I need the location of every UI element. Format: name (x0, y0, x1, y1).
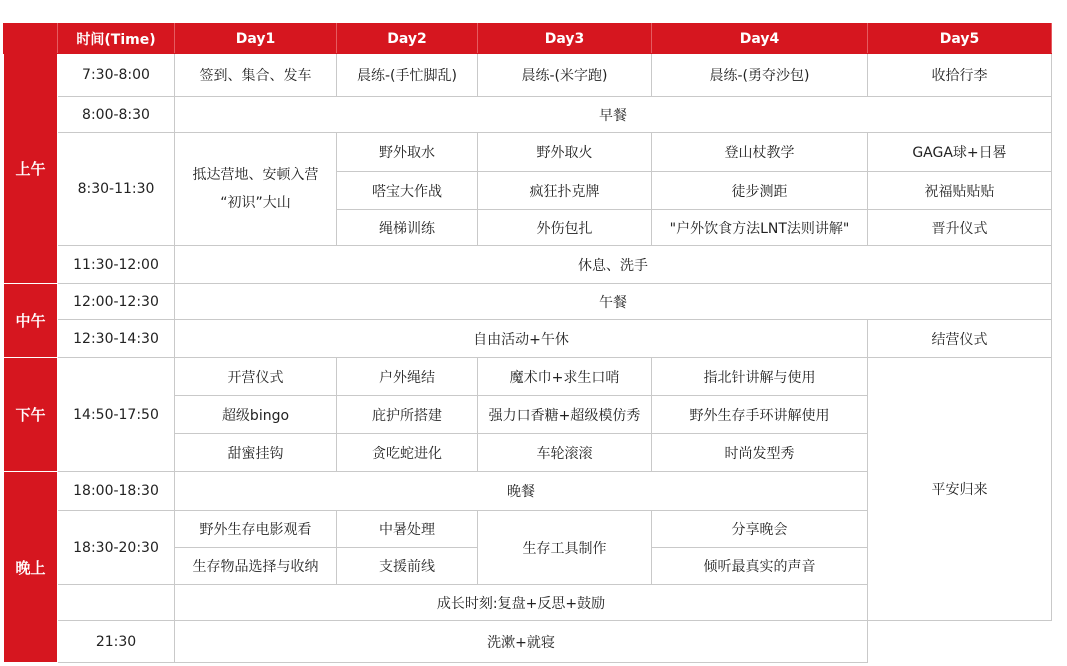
activity-cell: 甜蜜挂钩 (175, 434, 337, 472)
activity-cell: 车轮滚滚 (478, 434, 652, 472)
activity-cell: 晨练-(勇夺沙包) (652, 54, 868, 97)
table-row (4, 621, 1052, 663)
header-day4: Day4 (652, 24, 868, 54)
activity-cell: 野外取火 (478, 133, 652, 172)
activity-cell: 中暑处理 (337, 511, 478, 548)
activity-cell: 疯狂扑克牌 (478, 172, 652, 210)
activity-cell: 晨练-(手忙脚乱) (337, 54, 478, 97)
activity-cell: 晚餐 (175, 472, 868, 511)
activity-cell: 倾听最真实的声音 (652, 548, 868, 585)
time-cell: 21:30 (58, 621, 175, 663)
period-afternoon: 下午 (4, 358, 58, 472)
table-row (4, 358, 1052, 396)
period-morning: 上午 (4, 54, 58, 284)
table-row (4, 246, 1052, 284)
activity-cell: 签到、集合、发车 (175, 54, 337, 97)
camp-schedule-table (3, 23, 1052, 663)
activity-cell: 晨练-(米字跑) (478, 54, 652, 97)
header-day3: Day3 (478, 24, 652, 54)
time-cell: 18:30-20:30 (58, 511, 175, 585)
activity-cell: 超级bingo (175, 396, 337, 434)
activity-cell: 登山杖教学 (652, 133, 868, 172)
header-period (4, 24, 58, 54)
time-cell: 18:00-18:30 (58, 472, 175, 511)
time-cell: 8:30-11:30 (58, 133, 175, 246)
time-cell: 11:30-12:00 (58, 246, 175, 284)
activity-cell: 野外生存电影观看 (175, 511, 337, 548)
time-cell: 8:00-8:30 (58, 97, 175, 133)
header-day5: Day5 (868, 24, 1052, 54)
activity-line: “初识”大山 (220, 195, 291, 211)
activity-cell: 外伤包扎 (478, 210, 652, 246)
activity-cell: 生存工具制作 (478, 511, 652, 585)
activity-cell (175, 133, 337, 246)
activity-cell: 魔术巾+求生口哨 (478, 358, 652, 396)
table-row (4, 97, 1052, 133)
period-noon: 中午 (4, 284, 58, 358)
activity-cell: 结营仪式 (868, 320, 1052, 358)
header-day2: Day2 (337, 24, 478, 54)
activity-cell: 野外生存手环讲解使用 (652, 396, 868, 434)
activity-cell: 生存物品选择与收纳 (175, 548, 337, 585)
activity-cell: 庇护所搭建 (337, 396, 478, 434)
time-cell: 12:00-12:30 (58, 284, 175, 320)
activity-cell: 户外绳结 (337, 358, 478, 396)
time-cell: 7:30-8:00 (58, 54, 175, 97)
activity-cell: 支援前线 (337, 548, 478, 585)
activity-cell: 自由活动+午休 (175, 320, 868, 358)
activity-cell: 收拾行李 (868, 54, 1052, 97)
activity-cell: 徒步测距 (652, 172, 868, 210)
header-row (4, 24, 1052, 54)
time-cell (58, 585, 175, 621)
time-cell: 14:50-17:50 (58, 358, 175, 472)
time-cell: 12:30-14:30 (58, 320, 175, 358)
table-row (4, 133, 1052, 172)
activity-cell: 野外取水 (337, 133, 478, 172)
activity-cell: 指北针讲解与使用 (652, 358, 868, 396)
activity-cell: 强力口香糖+超级模仿秀 (478, 396, 652, 434)
activity-cell: 成长时刻:复盘+反思+鼓励 (175, 585, 868, 621)
activity-cell: 平安归来 (868, 358, 1052, 621)
activity-cell: 晋升仪式 (868, 210, 1052, 246)
activity-cell: 祝福贴贴贴 (868, 172, 1052, 210)
table-row (4, 54, 1052, 97)
activity-cell: 贪吃蛇进化 (337, 434, 478, 472)
activity-line: 抵达营地、安顿入营 (192, 167, 319, 183)
activity-cell: GAGA球+日晷 (868, 133, 1052, 172)
activity-cell: 洗漱+就寝 (175, 621, 868, 663)
activity-cell: "户外饮食方法LNT法则讲解" (652, 210, 868, 246)
activity-cell: 休息、洗手 (175, 246, 1052, 284)
header-day1: Day1 (175, 24, 337, 54)
table-row (4, 320, 1052, 358)
activity-cell: 早餐 (175, 97, 1052, 133)
activity-cell: 午餐 (175, 284, 1052, 320)
header-time: 时间(Time) (58, 24, 175, 54)
period-evening: 晚上 (4, 472, 58, 663)
table-row (4, 284, 1052, 320)
activity-cell: 嗒宝大作战 (337, 172, 478, 210)
activity-cell: 开营仪式 (175, 358, 337, 396)
activity-cell: 时尚发型秀 (652, 434, 868, 472)
activity-cell: 分享晚会 (652, 511, 868, 548)
activity-cell: 绳梯训练 (337, 210, 478, 246)
